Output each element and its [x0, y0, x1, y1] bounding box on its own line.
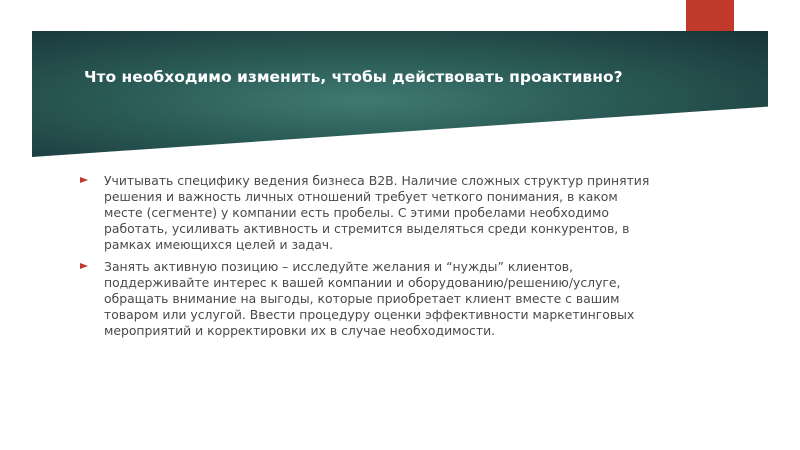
bullet-text: Занять активную позицию – исследуйте желания и “нужды” клиентов, поддерживайте интерес к вашей компании и оборудованию/решению/услуге, обращать внимание на выгоды, которые приобретает клиент вместе с вашим товаром или услугой. Ввести процедуру оценки эффективности маркетинговых мероприятий и корректировки их в случае необходимости.: [104, 259, 635, 338]
arrow-bullet-icon: [80, 177, 88, 183]
bullet-list: [80, 173, 660, 345]
slide-title: Что необходимо изменить, чтобы действовать проактивно?: [84, 68, 623, 86]
title-band: [32, 31, 768, 157]
bullet-item: [80, 259, 660, 339]
bullet-item: [80, 173, 660, 253]
arrow-bullet-icon: [80, 263, 88, 269]
bullet-text: Учитывать специфику ведения бизнеса B2B. Наличие сложных структур принятия решения и важность личных отношений требует четкого понимания, в каком месте (сегменте) у компании есть пробелы. С этими пробелами необходимо работать, усиливать активность и стремится выделяться среди конкурентов, в рамках имеющихся целей и задач.: [104, 173, 650, 252]
